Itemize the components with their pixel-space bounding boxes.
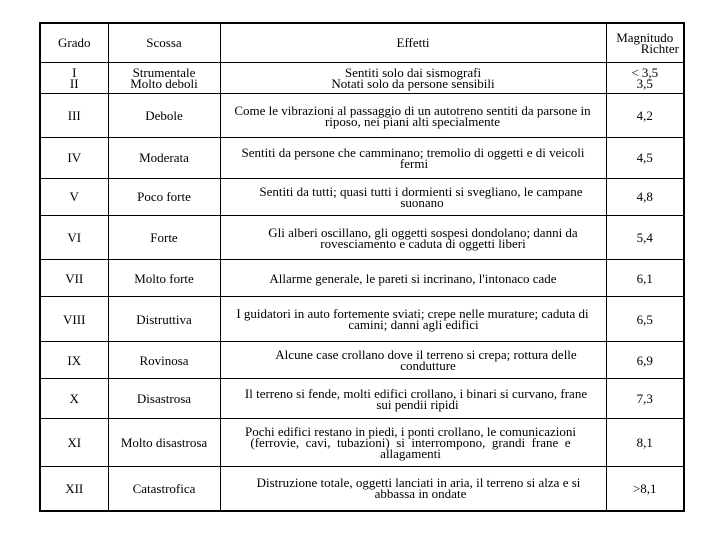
header-magnitudo-line2: Richter [640,40,679,56]
table-header-row [40,23,684,62]
cell-scossa: Molto disastrosa [108,419,220,467]
cell-effetti: Il terreno si fende, molti edifici crollano, i binari si curvano, frane sui pendii ripidi [220,379,606,419]
cell-effetti: I guidatori in auto fortemente sviati; crepe nelle murature; caduta di camini; danni agli edifici [220,297,606,341]
cell-magnitudo: 8,1 [606,419,684,467]
cell-effetti: Sentiti solo dai sismografi Notati solo da persone sensibili [220,62,606,93]
cell-effetti: Distruzione totale, oggetti lanciati in aria, il terreno si alza e si abbassa in ondate [220,466,606,511]
cell-grado: I II [40,62,108,93]
cell-magnitudo: >8,1 [606,466,684,511]
table-row [40,379,684,419]
mercalli-scale-table [39,22,685,512]
cell-scossa: Molto forte [108,260,220,297]
cell-magnitudo: 6,9 [606,341,684,378]
cell-grado: IV [40,138,108,178]
table-row [40,466,684,511]
table-row [40,260,684,297]
cell-grado: III [40,93,108,137]
cell-effetti: Allarme generale, le pareti si incrinano, l'intonaco cade [220,260,606,297]
cell-magnitudo: 4,5 [606,138,684,178]
cell-grado: VIII [40,297,108,341]
cell-grado: VII [40,260,108,297]
cell-effetti: Sentiti da tutti; quasi tutti i dormienti si svegliano, le campane suonano [220,178,606,215]
cell-magnitudo: 7,3 [606,379,684,419]
header-scossa: Scossa [108,23,220,62]
header-effetti: Effetti [220,23,606,62]
header-grado: Grado [40,23,108,62]
table-row [40,297,684,341]
cell-magnitudo: 6,1 [606,260,684,297]
cell-grado: X [40,379,108,419]
cell-effetti: Pochi edifici restano in piedi, i ponti crollano, le comunicazioni (ferrovie, cavi, tubazioni) si interrompono, grandi frane e allagamenti [220,419,606,467]
cell-scossa: Distruttiva [108,297,220,341]
table-row [40,93,684,137]
cell-effetti: Come le vibrazioni al passaggio di un autotreno sentiti da parsone in riposo, nei piani alti specialmente [220,93,606,137]
cell-scossa: Debole [108,93,220,137]
table-row [40,62,684,93]
header-magnitudo-line1: Magnitudo [616,29,674,45]
cell-scossa: Poco forte [108,178,220,215]
table-row [40,215,684,259]
table-row [40,138,684,178]
cell-grado: VI [40,215,108,259]
cell-scossa: Strumentale Molto deboli [108,62,220,93]
cell-magnitudo: 6,5 [606,297,684,341]
cell-grado: V [40,178,108,215]
table-row [40,419,684,467]
cell-scossa: Forte [108,215,220,259]
cell-magnitudo: 4,8 [606,178,684,215]
cell-scossa: Rovinosa [108,341,220,378]
cell-magnitudo: < 3,5 3,5 [606,62,684,93]
cell-scossa: Moderata [108,138,220,178]
table-row [40,178,684,215]
header-magnitudo [606,23,684,62]
cell-scossa: Catastrofica [108,466,220,511]
cell-magnitudo: 4,2 [606,93,684,137]
cell-effetti: Alcune case crollano dove il terreno si crepa; rottura delle condutture [220,341,606,378]
cell-grado: IX [40,341,108,378]
cell-scossa: Disastrosa [108,379,220,419]
cell-effetti: Gli alberi oscillano, gli oggetti sospesi dondolano; danni da rovesciamento e caduta di oggetti liberi [220,215,606,259]
cell-grado: XII [40,466,108,511]
cell-magnitudo: 5,4 [606,215,684,259]
table-row [40,341,684,378]
cell-grado: XI [40,419,108,467]
cell-effetti: Sentiti da persone che camminano; tremolio di oggetti e di veicoli fermi [220,138,606,178]
